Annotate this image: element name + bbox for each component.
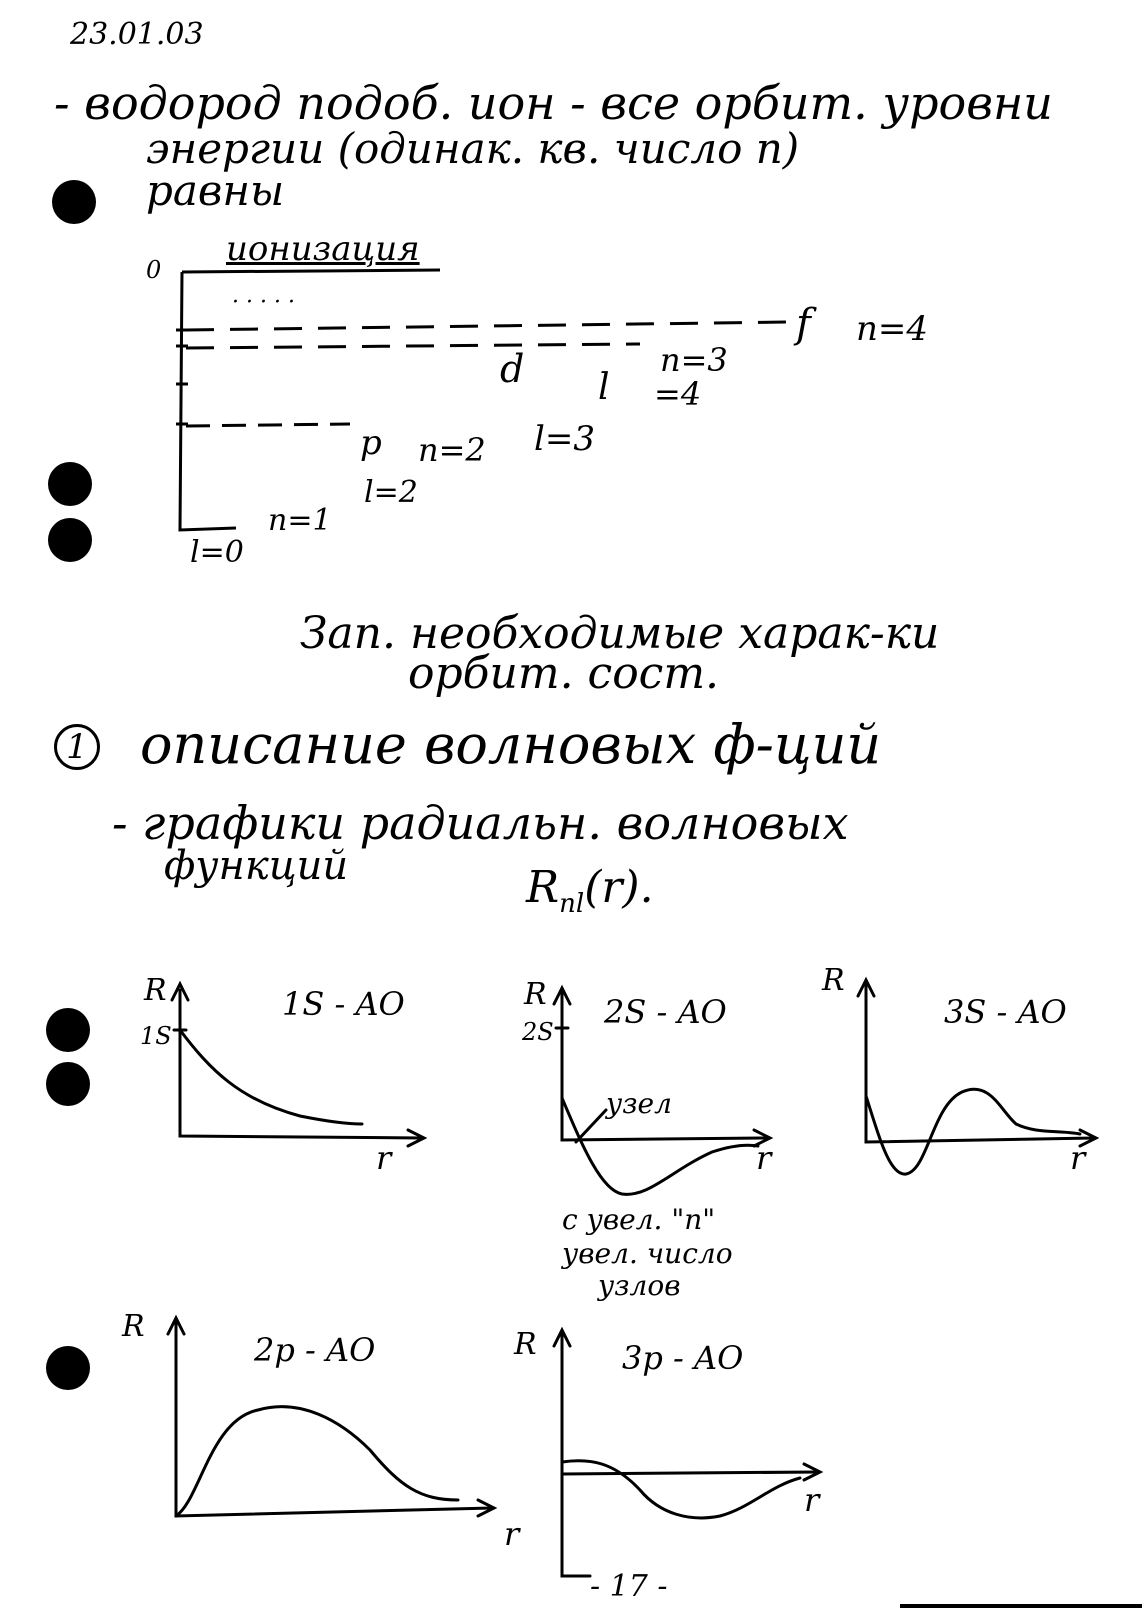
- level-4-letter: f: [796, 301, 811, 347]
- graph-2s-axis-x: r: [756, 1139, 772, 1177]
- section-number: 1: [66, 727, 88, 767]
- graph-2p-title: 2p - AO: [254, 1331, 376, 1369]
- graph-1s-axis-r: R: [144, 973, 167, 1008]
- section-heading: описание волновых ф-ций: [140, 713, 882, 776]
- graph-2s-title: 2S - AO: [604, 993, 727, 1031]
- graph-3s-title: 3S - AO: [944, 993, 1067, 1031]
- level-3-n: n=3: [660, 341, 728, 379]
- level-4-n: n=4: [856, 309, 929, 349]
- graph-3p-axis-x: r: [804, 1481, 820, 1519]
- node-note-line-2: увел. число: [562, 1237, 733, 1270]
- formula-main: R: [526, 862, 560, 913]
- formula-subscript: nl: [559, 888, 585, 919]
- graph-2s-tick-label: 2S: [522, 1018, 554, 1046]
- graph-2p-axis-r: R: [122, 1309, 145, 1344]
- graph-3s-axis-x: r: [1070, 1139, 1086, 1177]
- level-2-n: n=2: [418, 431, 486, 469]
- section-sub-line-2: функций: [164, 843, 349, 889]
- graph-3p-axis-x: [562, 1472, 818, 1474]
- node-note-line-3: узлов: [598, 1269, 681, 1302]
- level-2-letter: p: [360, 423, 382, 463]
- level-3-l-left: l: [598, 367, 610, 408]
- energy-dots: · · · · ·: [232, 290, 295, 315]
- page-date: 23.01.03: [70, 17, 204, 52]
- graph-1s-tick-label: 1S: [140, 1022, 172, 1050]
- level-2-l: l=3: [534, 419, 595, 459]
- graph-3s-curve: [866, 1089, 1080, 1174]
- formula-argument: (r).: [584, 862, 654, 913]
- l0-label: l=0: [190, 535, 244, 570]
- level-1-n: n=1: [268, 503, 332, 538]
- graph-2s-axis-r: R: [524, 977, 547, 1012]
- level-3-l-right: =4: [654, 375, 702, 413]
- node-note-line-1: с увел. "n": [562, 1203, 716, 1236]
- scan-edge: [900, 1604, 1142, 1608]
- graph-3p-curve: [562, 1461, 800, 1518]
- level-3-letter: d: [500, 347, 525, 391]
- graph-2p-curve: [176, 1407, 458, 1516]
- ionization-label: ионизация: [226, 229, 420, 269]
- graph-3p-title: 3p - AO: [622, 1339, 744, 1377]
- page-number: - 17 -: [590, 1569, 668, 1604]
- graph-2s-node-leader: [576, 1110, 606, 1142]
- graph-3s-axis-r: R: [822, 963, 845, 998]
- l2-label: l=2: [364, 475, 418, 510]
- graph-3p-axis-r: R: [514, 1327, 537, 1362]
- intro-line-1: - водород подоб. ион - все орбит. уровни: [54, 76, 1053, 130]
- graph-1s-axis-x: r: [376, 1139, 392, 1177]
- section-title-line-2: орбит. сост.: [408, 648, 720, 699]
- section-title-line-1: Зап. необходимые харак-ки: [300, 608, 940, 659]
- energy-zero-label: 0: [146, 256, 162, 284]
- intro-line-2: энергии (одинак. кв. число n): [146, 124, 800, 173]
- intro-line-3: равны: [146, 166, 285, 215]
- graph-2s-node-label: узел: [606, 1087, 672, 1120]
- graph-1s-curve: [180, 1030, 362, 1124]
- section-sub-line-1: - графики радиальн. волновых: [112, 796, 849, 850]
- graph-2p-axis-x: r: [504, 1515, 520, 1553]
- graph-3p-axes: [562, 1334, 590, 1576]
- graph-1s-title: 1S - AO: [282, 985, 405, 1023]
